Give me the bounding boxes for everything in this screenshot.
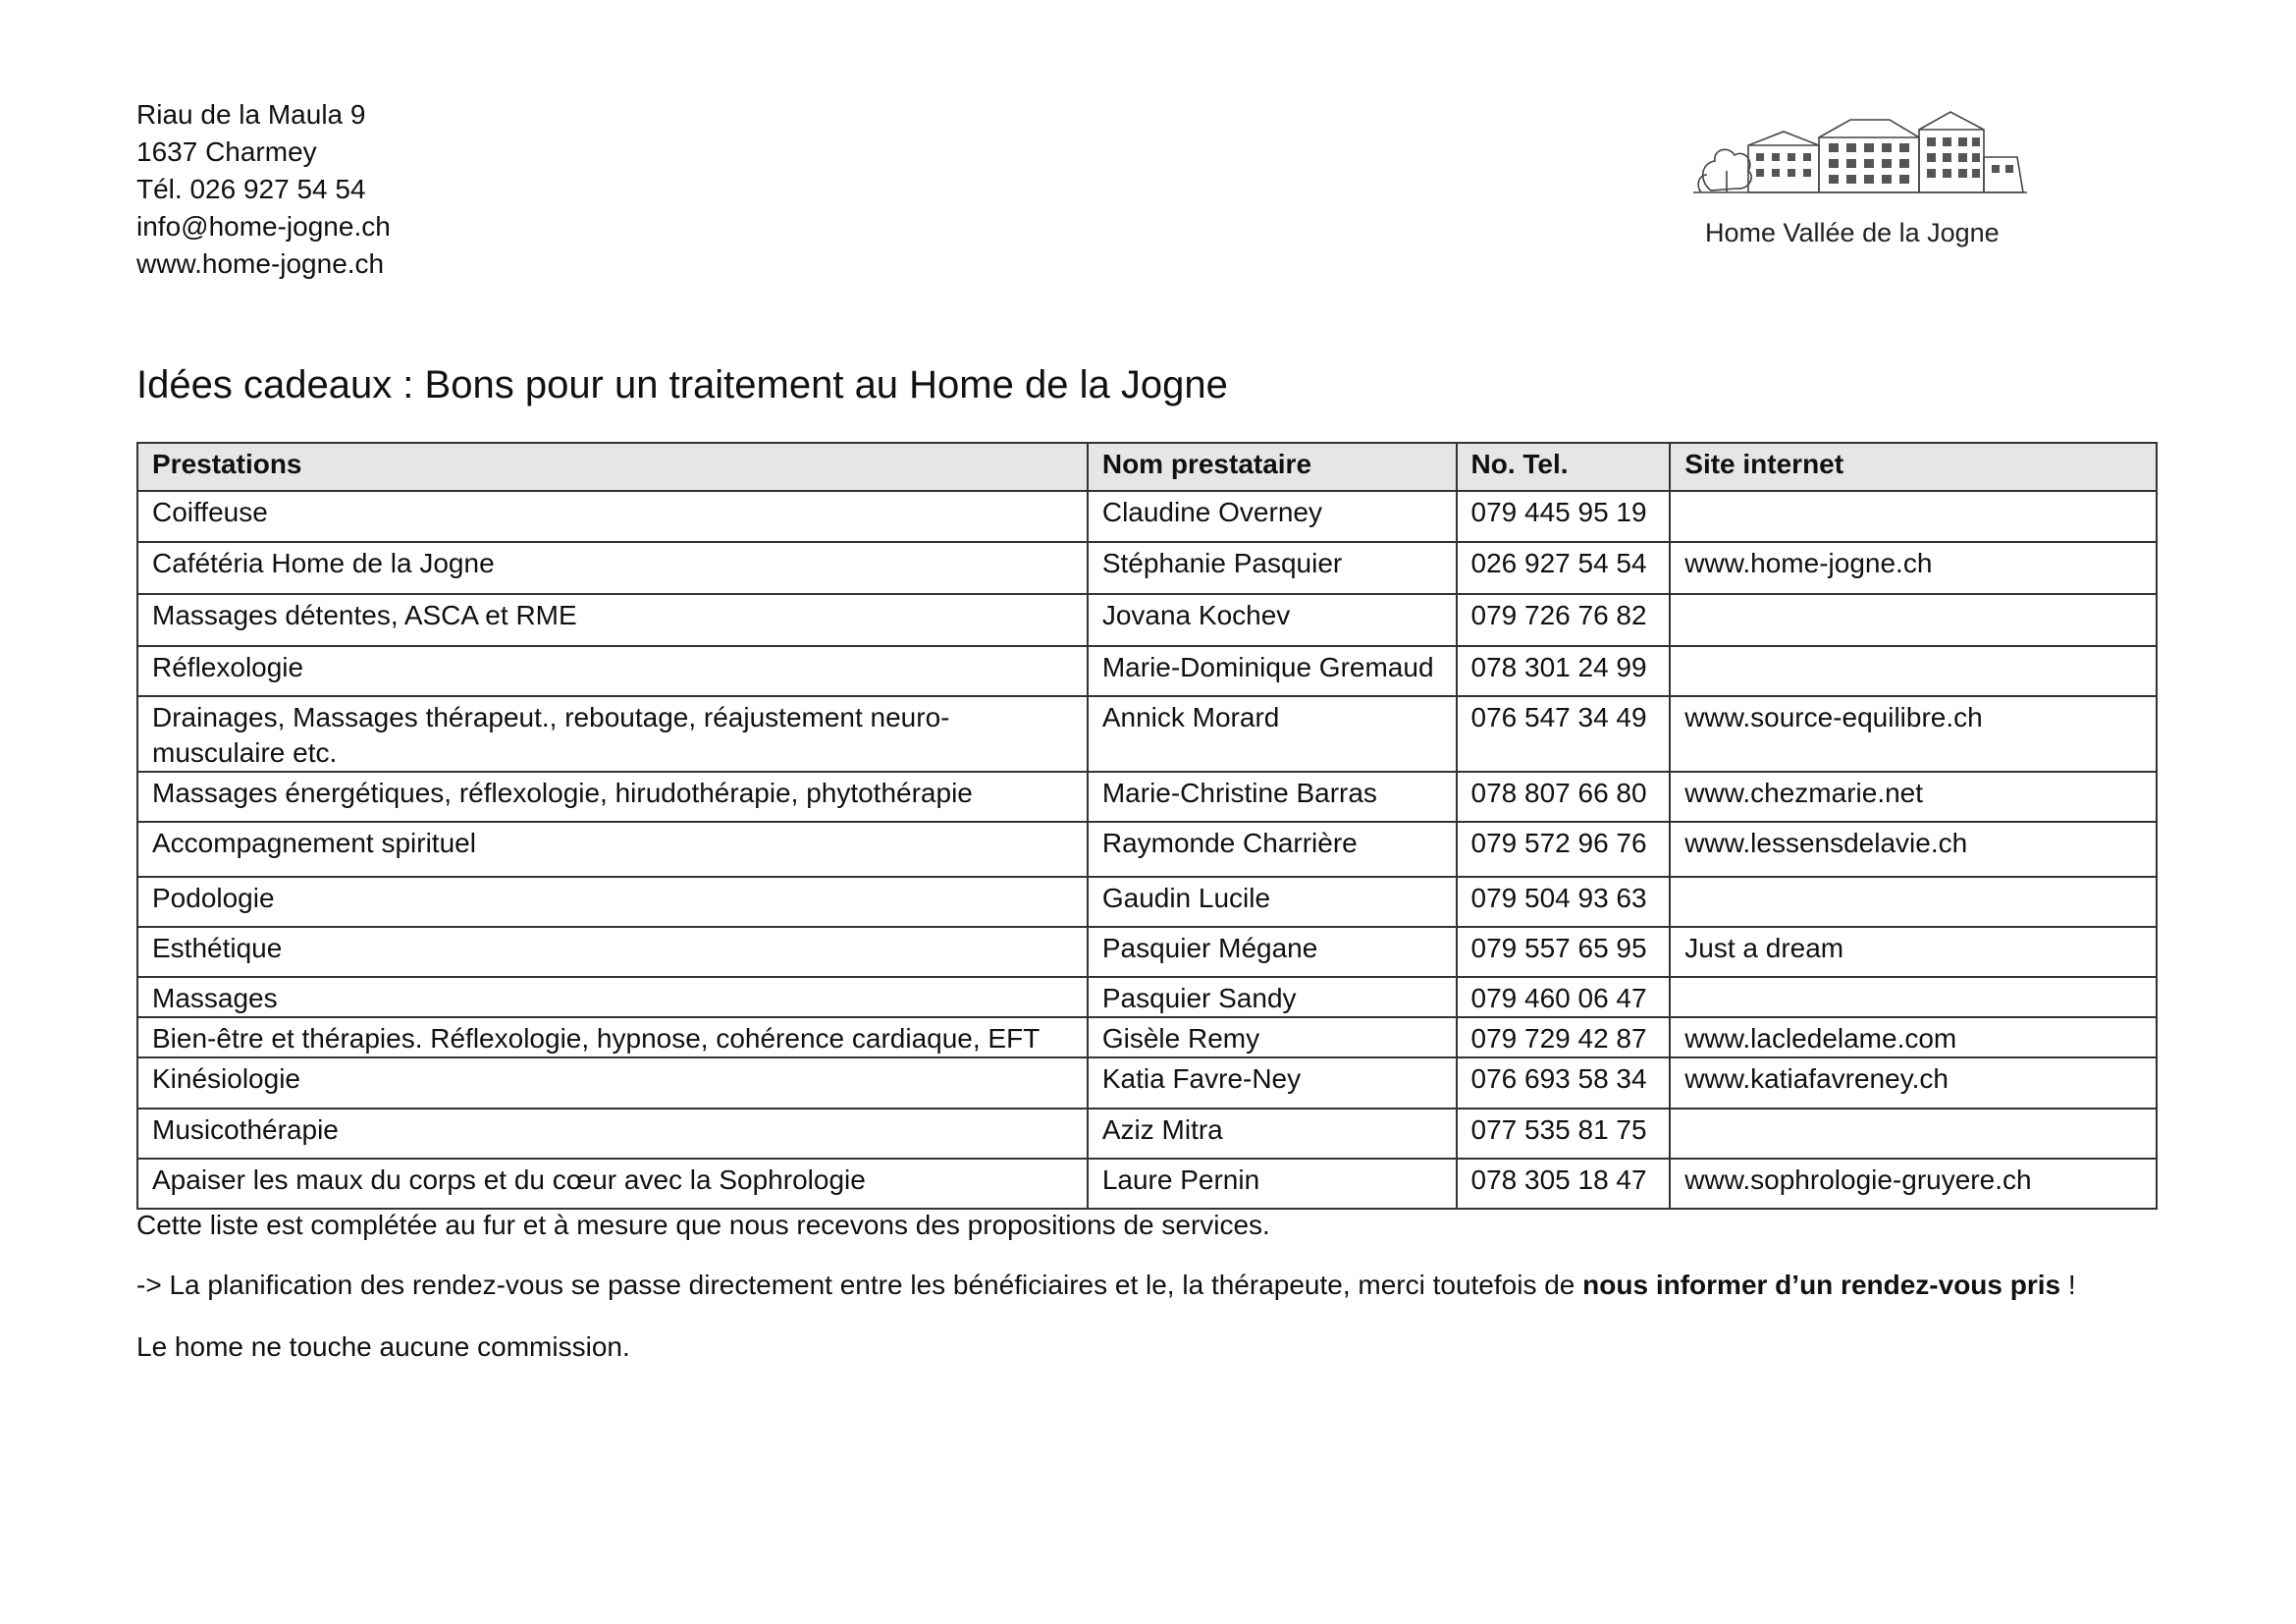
cell-nom: Stéphanie Pasquier <box>1088 542 1457 594</box>
cell-site <box>1670 594 2157 646</box>
cell-nom: Laure Pernin <box>1088 1159 1457 1209</box>
cell-prestation: Musicothérapie <box>137 1109 1088 1159</box>
address-email: info@home-jogne.ch <box>136 211 391 242</box>
table-row <box>137 491 2157 542</box>
page-title: Idées cadeaux : Bons pour un traitement au Home de la Jogne <box>136 363 1228 406</box>
cell-tel: 078 301 24 99 <box>1457 646 1671 696</box>
note-appointments <box>136 1270 2076 1301</box>
note-appointments-end: ! <box>2060 1270 2076 1300</box>
services-table <box>136 442 2158 1210</box>
address-street: Riau de la Maula 9 <box>136 99 366 130</box>
cell-tel: 079 572 96 76 <box>1457 822 1671 877</box>
table-row <box>137 1017 2157 1057</box>
note-appointments-emphasis: nous informer d’un rendez-vous pris <box>1582 1270 2061 1300</box>
cell-nom: Gaudin Lucile <box>1088 877 1457 927</box>
cell-site: Just a dream <box>1670 927 2157 977</box>
table-row <box>137 696 2157 772</box>
cell-tel: 077 535 81 75 <box>1457 1109 1671 1159</box>
table-row <box>137 1159 2157 1209</box>
cell-prestation: Drainages, Massages thérapeut., reboutage, réajustement neuro-musculaire etc. <box>137 696 1088 772</box>
table-row <box>137 772 2157 822</box>
address-city: 1637 Charmey <box>136 136 317 167</box>
header-site-internet: Site internet <box>1670 443 2157 491</box>
cell-tel: 079 726 76 82 <box>1457 594 1671 646</box>
cell-tel: 076 547 34 49 <box>1457 696 1671 772</box>
note-commission: Le home ne touche aucune commission. <box>136 1331 630 1362</box>
cell-nom: Aziz Mitra <box>1088 1109 1457 1159</box>
cell-prestation: Accompagnement spirituel <box>137 822 1088 877</box>
cell-tel: 026 927 54 54 <box>1457 542 1671 594</box>
cell-nom: Pasquier Sandy <box>1088 977 1457 1017</box>
cell-nom: Claudine Overney <box>1088 491 1457 542</box>
logo-caption: Home Vallée de la Jogne <box>1705 218 2000 247</box>
table-row <box>137 1057 2157 1109</box>
cell-prestation: Podologie <box>137 877 1088 927</box>
cell-site <box>1670 877 2157 927</box>
home-logo <box>1693 102 2037 259</box>
cell-prestation: Kinésiologie <box>137 1057 1088 1109</box>
cell-site <box>1670 1109 2157 1159</box>
cell-site[interactable]: www.chezmarie.net <box>1670 772 2157 822</box>
header-nom-prestataire: Nom prestataire <box>1088 443 1457 491</box>
cell-nom: Raymonde Charrière <box>1088 822 1457 877</box>
cell-tel: 079 445 95 19 <box>1457 491 1671 542</box>
cell-site <box>1670 977 2157 1017</box>
cell-tel: 079 460 06 47 <box>1457 977 1671 1017</box>
cell-site[interactable]: www.source-equilibre.ch <box>1670 696 2157 772</box>
cell-tel: 079 504 93 63 <box>1457 877 1671 927</box>
cell-nom: Marie-Christine Barras <box>1088 772 1457 822</box>
cell-site[interactable]: www.lacledelame.com <box>1670 1017 2157 1057</box>
cell-prestation: Esthétique <box>137 927 1088 977</box>
header-prestations: Prestations <box>137 443 1088 491</box>
cell-nom: Annick Morard <box>1088 696 1457 772</box>
cell-nom: Jovana Kochev <box>1088 594 1457 646</box>
address-block <box>136 96 391 283</box>
table-header-row <box>137 443 2157 491</box>
cell-tel: 076 693 58 34 <box>1457 1057 1671 1109</box>
cell-prestation: Bien-être et thérapies. Réflexologie, hypnose, cohérence cardiaque, EFT <box>137 1017 1088 1057</box>
cell-tel: 079 729 42 87 <box>1457 1017 1671 1057</box>
cell-prestation: Apaiser les maux du corps et du cœur avec la Sophrologie <box>137 1159 1088 1209</box>
cell-site <box>1670 646 2157 696</box>
table-row <box>137 1109 2157 1159</box>
building-drawing-icon <box>1693 102 2027 200</box>
cell-site[interactable]: www.katiafavreney.ch <box>1670 1057 2157 1109</box>
cell-prestation: Réflexologie <box>137 646 1088 696</box>
cell-site[interactable]: www.sophrologie-gruyere.ch <box>1670 1159 2157 1209</box>
cell-nom: Pasquier Mégane <box>1088 927 1457 977</box>
cell-tel: 079 557 65 95 <box>1457 927 1671 977</box>
cell-prestation: Massages énergétiques, réflexologie, hirudothérapie, phytothérapie <box>137 772 1088 822</box>
table-row <box>137 927 2157 977</box>
note-list-updated: Cette liste est complétée au fur et à mesure que nous recevons des propositions de services. <box>136 1210 1270 1240</box>
note-appointments-text: -> La planification des rendez-vous se passe directement entre les bénéficiaires et le, la thérapeute, merci toutefois de <box>136 1270 1583 1300</box>
header-no-tel: No. Tel. <box>1457 443 1671 491</box>
cell-site[interactable]: www.home-jogne.ch <box>1670 542 2157 594</box>
cell-tel: 078 807 66 80 <box>1457 772 1671 822</box>
cell-prestation: Massages <box>137 977 1088 1017</box>
table-row <box>137 822 2157 877</box>
cell-prestation: Cafétéria Home de la Jogne <box>137 542 1088 594</box>
table-row <box>137 542 2157 594</box>
cell-nom: Gisèle Remy <box>1088 1017 1457 1057</box>
cell-site[interactable]: www.lessensdelavie.ch <box>1670 822 2157 877</box>
cell-nom: Marie-Dominique Gremaud <box>1088 646 1457 696</box>
table-row <box>137 877 2157 927</box>
cell-prestation: Massages détentes, ASCA et RME <box>137 594 1088 646</box>
table-row <box>137 977 2157 1017</box>
cell-site <box>1670 491 2157 542</box>
cell-nom: Katia Favre-Ney <box>1088 1057 1457 1109</box>
address-phone: Tél. 026 927 54 54 <box>136 174 366 204</box>
table-row <box>137 646 2157 696</box>
cell-tel: 078 305 18 47 <box>1457 1159 1671 1209</box>
table-row <box>137 594 2157 646</box>
cell-prestation: Coiffeuse <box>137 491 1088 542</box>
address-website: www.home-jogne.ch <box>136 248 385 279</box>
